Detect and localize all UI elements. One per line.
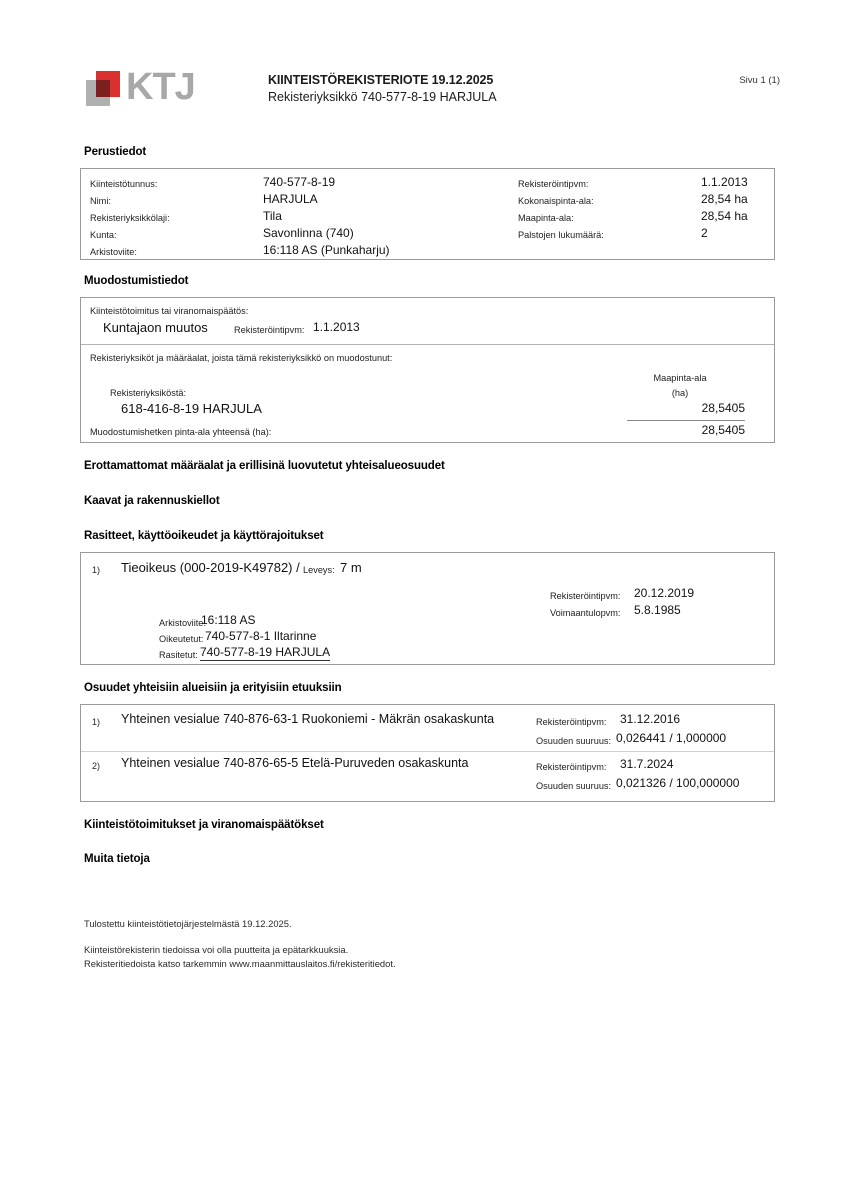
osuus-title: Yhteinen vesialue 740-876-63-1 Ruokoniemi - Mäkrän osakaskunta (121, 712, 495, 726)
label-kunta: Kunta: (90, 230, 117, 240)
footer-printed: Tulostettu kiinteistötietojärjestelmästä 19.12.2025. (84, 918, 292, 929)
value-kunta: Savonlinna (740) (263, 226, 354, 240)
label-osuuden-suuruus: Osuuden suuruus: (536, 736, 612, 746)
value-rasite-arkistoviite: 16:118 AS (201, 613, 256, 627)
document-title: KIINTEISTÖREKISTERIOTE 19.12.2025 (268, 73, 494, 87)
label-maapinta-ala: Maapinta-ala: (518, 213, 574, 223)
perustiedot-box (80, 168, 775, 260)
value-leveys: 7 m (340, 560, 362, 575)
value-rasite-rekisterointipvm: 20.12.2019 (634, 586, 695, 600)
value-osuus-rekisterointipvm: 31.7.2024 (620, 757, 674, 771)
item-index: 1) (92, 565, 101, 575)
footer-disclaimer-line2: Rekisteritiedoista katso tarkemmin www.maanmittauslaitos.fi/rekisteritiedot. (84, 958, 396, 969)
value-rekisteriyksikkolaji: Tila (263, 209, 282, 223)
label-muodostumishetken-pinta-ala: Muodostumishetken pinta-ala yhteensä (ha): (90, 427, 272, 437)
rasitteet-box (80, 552, 775, 665)
label-rasitetut: Rasitetut: (159, 650, 198, 660)
label-nimi: Nimi: (90, 196, 111, 206)
label-kiinteistotunnus: Kiinteistötunnus: (90, 179, 158, 189)
document-subtitle: Rekisteriyksikkö 740-577-8-19 HARJULA (268, 90, 497, 104)
logo-wordmark: KTJ (126, 66, 195, 108)
section-heading-kiinteistotoimitukset: Kiinteistötoimitukset ja viranomaispäätökset (84, 819, 324, 831)
value-voimaantulopvm: 5.8.1985 (634, 603, 681, 617)
column-header-ha: (ha) (671, 388, 689, 398)
item-index: 2) (92, 761, 101, 771)
subtotal-rule (627, 420, 745, 421)
label-osuuden-suuruus: Osuuden suuruus: (536, 781, 612, 791)
section-heading-perustiedot: Perustiedot (84, 146, 147, 158)
page-number-label: Sivu 1 (1) (739, 75, 780, 86)
label-voimaantulopvm: Voimaantulopvm: (550, 608, 621, 618)
logo-darkred-square-icon (96, 80, 110, 97)
item-index: 1) (92, 717, 101, 727)
column-header-maapinta-ala: Maapinta-ala (653, 373, 707, 383)
value-osuuden-suuruus: 0,021326 / 100,000000 (616, 776, 740, 790)
value-palstojen-lukumaara: 2 (701, 226, 708, 240)
value-lahde-maapinta-ala: 28,5405 (701, 401, 745, 415)
value-muodostumishetken-pinta-ala: 28,5405 (701, 423, 745, 437)
label-kokonaispinta-ala: Kokonaispinta-ala: (518, 196, 594, 206)
osuus-title: Yhteinen vesialue 740-876-65-5 Etelä-Puruveden osakaskunta (121, 756, 469, 770)
section-heading-erottamattomat: Erottamattomat määräalat ja erillisinä luovutetut yhteisalueosuudet (84, 460, 445, 472)
section-heading-rasitteet: Rasitteet, käyttöoikeudet ja käyttörajoitukset (84, 530, 324, 542)
value-kiinteistotoimitus: Kuntajaon muutos (103, 320, 208, 335)
label-rasite-arkistoviite: Arkistoviite: (159, 618, 206, 628)
value-rekisteriyksikosta: 618-416-8-19 HARJULA (121, 401, 262, 416)
section-heading-kaavat: Kaavat ja rakennuskiellot (84, 495, 220, 507)
label-leveys: Leveys: (303, 565, 335, 575)
value-kokonaispinta-ala: 28,54 ha (701, 192, 748, 206)
section-heading-muita-tietoja: Muita tietoja (84, 853, 150, 865)
label-osuus-rekisterointipvm: Rekisteröintipvm: (536, 717, 607, 727)
value-nimi: HARJULA (263, 192, 318, 206)
value-maapinta-ala: 28,54 ha (701, 209, 748, 223)
rasite-title: Tieoikeus (000-2019-K49782) / (121, 560, 300, 575)
label-palstojen-lukumaara: Palstojen lukumäärä: (518, 230, 604, 240)
osuudet-box (80, 704, 775, 802)
footer-disclaimer-line1: Kiinteistörekisterin tiedoissa voi olla puutteita ja epätarkkuuksia. (84, 944, 349, 955)
section-heading-muodostumistiedot: Muodostumistiedot (84, 275, 189, 287)
value-osuus-rekisterointipvm: 31.12.2016 (620, 712, 681, 726)
value-rasitetut: 740-577-8-19 HARJULA (200, 645, 331, 659)
muodostumistiedot-divider (81, 344, 774, 345)
value-kiinteistotunnus: 740-577-8-19 (263, 175, 336, 189)
value-arkistoviite: 16:118 AS (Punkaharju) (263, 243, 390, 257)
value-osuuden-suuruus: 0,026441 / 1,000000 (616, 731, 727, 745)
muodostumistiedot-box (80, 297, 775, 443)
value-oikeutetut: 740-577-8-1 Iltarinne (205, 629, 317, 643)
osuudet-divider (81, 751, 774, 752)
label-oikeutetut: Oikeutetut: (159, 634, 204, 644)
document-header (80, 62, 780, 124)
section-heading-osuudet: Osuudet yhteisiin alueisiin ja erityisiin etuuksiin (84, 682, 342, 694)
value-rekisterointipvm: 1.1.2013 (701, 175, 748, 189)
label-rekisteriyksikkolaji: Rekisteriyksikkölaji: (90, 213, 170, 223)
value-muodostumis-rekisterointipvm: 1.1.2013 (313, 320, 360, 334)
label-rasite-rekisterointipvm: Rekisteröintipvm: (550, 591, 621, 601)
label-osuus-rekisterointipvm: Rekisteröintipvm: (536, 762, 607, 772)
label-arkistoviite: Arkistoviite: (90, 247, 137, 257)
label-lahde-rekisteriyksikot: Rekisteriyksiköt ja määräalat, joista tämä rekisteriyksikkö on muodostunut: (90, 353, 393, 363)
label-rekisterointipvm: Rekisteröintipvm: (518, 179, 589, 189)
ktj-logo (84, 66, 196, 116)
label-kiinteistotoimitus: Kiinteistötoimitus tai viranomaispäätös: (90, 306, 249, 316)
label-muodostumis-rekisterointipvm: Rekisteröintipvm: (234, 325, 305, 335)
label-rekisteriyksikosta: Rekisteriyksiköstä: (110, 388, 187, 398)
